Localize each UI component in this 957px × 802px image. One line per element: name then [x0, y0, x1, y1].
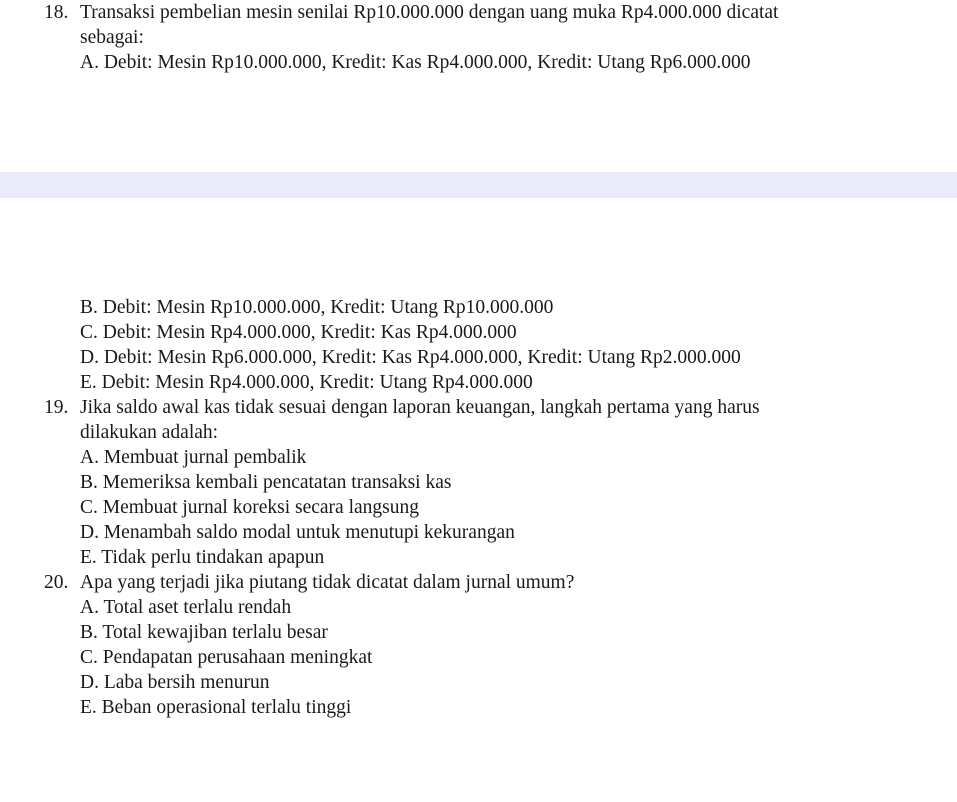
question-20-option-a[interactable]: A. Total aset terlalu rendah: [80, 597, 292, 618]
question-19-stem-line-1: [0, 395, 957, 420]
question-18-option-a[interactable]: A. Debit: Mesin Rp10.000.000, Kredit: Kas Rp4.000.000, Kredit: Utang Rp6.000.000: [80, 52, 751, 73]
question-20-stem-line-1: [0, 570, 957, 595]
question-19-stem-line-2: dilakukan adalah:: [80, 422, 219, 443]
question-18-option-e[interactable]: E. Debit: Mesin Rp4.000.000, Kredit: Utang Rp4.000.000: [80, 372, 533, 393]
question-20-option-e[interactable]: E. Beban operasional terlalu tinggi: [80, 697, 352, 718]
question-20-number: 20.: [44, 572, 69, 593]
question-18-number: 18.: [44, 2, 69, 23]
question-block-main: [0, 295, 957, 720]
question-18-option-d[interactable]: D. Debit: Mesin Rp6.000.000, Kredit: Kas Rp4.000.000, Kredit: Utang Rp2.000.000: [80, 347, 741, 368]
question-19-option-e[interactable]: E. Tidak perlu tindakan apapun: [80, 547, 325, 568]
question-block-18-top: [0, 0, 957, 75]
question-19-option-d[interactable]: D. Menambah saldo modal untuk menutupi kekurangan: [80, 522, 515, 543]
question-18-stem-line-1: [0, 0, 957, 25]
question-20-stem-text-1: Apa yang terjadi jika piutang tidak dicatat dalam jurnal umum?: [80, 572, 575, 593]
question-18-option-c[interactable]: C. Debit: Mesin Rp4.000.000, Kredit: Kas Rp4.000.000: [80, 322, 517, 343]
question-20-option-c[interactable]: C. Pendapatan perusahaan meningkat: [80, 647, 373, 668]
question-19-option-a[interactable]: A. Membuat jurnal pembalik: [80, 447, 307, 468]
question-19-option-b[interactable]: B. Memeriksa kembali pencatatan transaksi kas: [80, 472, 452, 493]
question-19-option-c[interactable]: C. Membuat jurnal koreksi secara langsung: [80, 497, 419, 518]
question-18-stem-line-2: sebagai:: [80, 27, 144, 48]
question-18-stem-text-1: Transaksi pembelian mesin senilai Rp10.000.000 dengan uang muka Rp4.000.000 dicatat: [80, 2, 779, 23]
question-18-option-b[interactable]: B. Debit: Mesin Rp10.000.000, Kredit: Utang Rp10.000.000: [80, 297, 554, 318]
question-20-option-d[interactable]: D. Laba bersih menurun: [80, 672, 270, 693]
question-19-stem-text-1: Jika saldo awal kas tidak sesuai dengan laporan keuangan, langkah pertama yang harus: [80, 397, 760, 418]
question-19-number: 19.: [44, 397, 69, 418]
question-20-option-b[interactable]: B. Total kewajiban terlalu besar: [80, 622, 328, 643]
selection-highlight-band: [0, 172, 957, 198]
